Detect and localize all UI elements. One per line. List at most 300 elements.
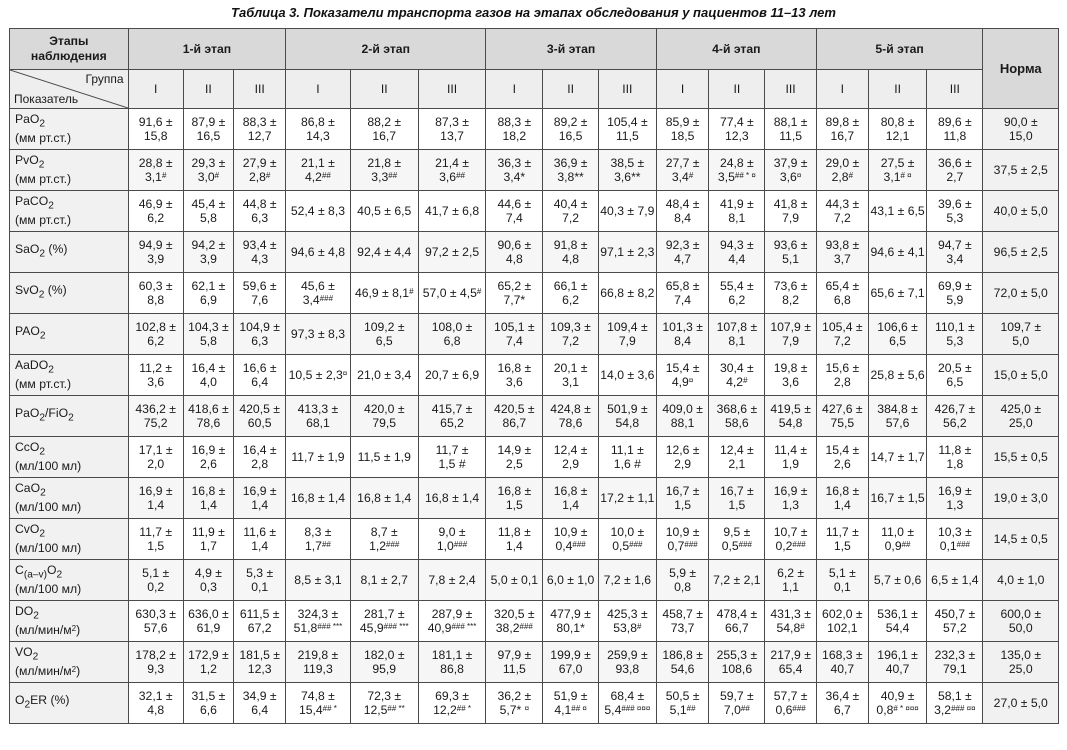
value-text: 31,5 ± [191, 689, 226, 703]
group-header-cell: I [286, 70, 350, 109]
value-cell [598, 560, 656, 601]
value-text: 418,6 ± [188, 402, 229, 416]
value-cell [286, 314, 350, 355]
indicator-cell [10, 601, 129, 642]
value-text: 3,1# ¤ [883, 170, 912, 184]
value-text: 1,7## [305, 539, 331, 553]
value-text: 105,4 ± [607, 115, 648, 129]
value-text: 16,4 ± [191, 361, 226, 375]
value-cell [183, 519, 233, 560]
norm-text: 15,0 ± 5,0 [993, 368, 1048, 382]
value-cell [868, 314, 926, 355]
value-text: 10,9 ± [553, 525, 588, 539]
value-text: 16,9 ± [937, 484, 972, 498]
value-text: 2,1 [728, 457, 746, 471]
value-cell [543, 683, 598, 724]
value-cell [765, 437, 816, 478]
value-text: 1,1 [782, 580, 800, 594]
stage-header: 5-й этап [816, 29, 983, 70]
value-cell [816, 191, 868, 232]
value-cell [765, 191, 816, 232]
value-cell [350, 519, 418, 560]
value-text: 88,3 ± [242, 115, 277, 129]
value-cell [543, 109, 598, 150]
value-text: 0,7### [667, 539, 698, 553]
value-text: 0,3 [199, 580, 217, 594]
value-text: 16,7 ± 1,5 [870, 491, 925, 505]
table-row [10, 150, 1059, 191]
value-cell [656, 273, 708, 314]
value-text: 536,1 ± [877, 607, 918, 621]
value-text: 57,0 ± 4,5# [422, 286, 482, 300]
stages-label-line2: наблюдения [30, 49, 107, 63]
value-text: 45,4 ± [191, 197, 226, 211]
value-cell [234, 601, 286, 642]
value-text: 7,4 [674, 293, 692, 307]
value-text: 62,1 ± [191, 279, 226, 293]
value-text: 17,2 ± 1,1 [600, 491, 655, 505]
value-text: 12,1 [885, 129, 910, 143]
value-text: 66,7 [724, 621, 749, 635]
group-header-cell: II [868, 70, 926, 109]
value-text: 87,9 ± [191, 115, 226, 129]
indicator-text: $C_{(a-v)}O_2$ [15, 562, 63, 581]
value-cell [765, 355, 816, 396]
value-text: 5,4### ¤¤¤ [604, 703, 651, 717]
value-text: 12,4 ± [553, 443, 588, 457]
value-cell [350, 191, 418, 232]
value-text: 90,6 ± [497, 238, 532, 252]
value-text: 21,0 ± 3,4 [357, 368, 412, 382]
value-cell [709, 355, 765, 396]
value-text: 501,9 ± [607, 402, 648, 416]
table-row [10, 191, 1059, 232]
value-text: 21,4 ± [435, 156, 469, 170]
value-cell [183, 150, 233, 191]
value-text: 94,9 ± [138, 238, 173, 252]
value-text: 0,4### [555, 539, 586, 553]
value-text: 168,3 ± [822, 648, 863, 662]
value-text: 9,3 [147, 662, 165, 676]
stage-header: 4-й этап [656, 29, 816, 70]
value-text: 57,6 [143, 621, 168, 635]
value-text: 69,3 ± [435, 689, 469, 703]
value-text: 5,3 [946, 334, 964, 348]
value-cell [286, 560, 350, 601]
value-text: 40,4 ± [553, 197, 588, 211]
value-text: 477,9 ± [550, 607, 591, 621]
value-text: 6,6 [199, 703, 217, 717]
value-text: 44,3 ± [825, 197, 860, 211]
norm-cell [983, 355, 1059, 396]
value-text: 419,5 ± [770, 402, 811, 416]
value-text: 38,5 ± [610, 156, 645, 170]
value-text: 478,4 ± [716, 607, 758, 621]
value-cell [486, 273, 543, 314]
value-text: 2,6 [199, 457, 217, 471]
value-cell [418, 150, 485, 191]
value-text: 65,2 ± [497, 279, 532, 293]
value-cell [486, 314, 543, 355]
value-text: 97,2 ± 2,5 [424, 245, 480, 259]
value-cell [868, 232, 926, 273]
value-text: 6,5 [946, 375, 964, 389]
value-text: 8,1 [728, 211, 746, 225]
value-cell [927, 191, 983, 232]
norm-text: 27,0 ± 5,0 [993, 696, 1048, 710]
value-text: 11,7 ± 1,9 [291, 450, 345, 464]
value-cell [418, 355, 485, 396]
value-cell [816, 109, 868, 150]
value-cell [598, 314, 656, 355]
value-text: 12,7 [247, 129, 272, 143]
value-text: 1,9 [782, 457, 800, 471]
value-text: 7,8 ± 2,4 [428, 573, 476, 587]
value-text: 8,1 [728, 334, 746, 348]
value-text: 86,8 [440, 662, 464, 676]
value-text: 4,3 [251, 252, 269, 266]
value-text: 105,4 ± [822, 320, 863, 334]
value-text: 106,6 ± [877, 320, 918, 334]
value-cell [816, 519, 868, 560]
value-text: 109,4 ± [607, 320, 648, 334]
value-cell [868, 273, 926, 314]
value-cell [868, 109, 926, 150]
value-text: 16,8 ± 1,4 [424, 491, 480, 505]
value-text: 186,8 ± [662, 648, 703, 662]
value-cell [234, 519, 286, 560]
value-cell [486, 642, 543, 683]
gas-transport-table [9, 28, 1059, 724]
value-cell [868, 396, 926, 437]
value-text: 69,9 ± [937, 279, 972, 293]
value-cell [927, 150, 983, 191]
value-cell [816, 150, 868, 191]
value-cell [128, 314, 183, 355]
value-text: 3,4 [946, 252, 964, 266]
value-text: 65,4 [778, 662, 803, 676]
value-cell [286, 601, 350, 642]
value-text: 97,1 ± 2,3 [600, 245, 655, 259]
norm-cell [983, 191, 1059, 232]
value-cell [656, 683, 708, 724]
value-cell [286, 683, 350, 724]
indicator-text: CvO$_2$ [15, 521, 46, 540]
value-cell [927, 683, 983, 724]
value-text: 5,9 [946, 293, 964, 307]
value-text: 1,4 [199, 498, 217, 512]
value-text: 15,4 ± [665, 361, 700, 375]
value-text: 21,8 ± [367, 156, 402, 170]
value-cell [418, 478, 485, 519]
group-indicator-corner-cell [10, 70, 129, 109]
value-text: 16,7 [830, 129, 855, 143]
value-cell [709, 396, 765, 437]
value-text: 51,8### *** [293, 621, 343, 635]
value-cell [418, 396, 485, 437]
value-cell [816, 478, 868, 519]
value-text: 6,3 [251, 211, 269, 225]
value-text: 14,7 ± 1,7 [870, 450, 925, 464]
value-cell [234, 232, 286, 273]
value-cell [286, 191, 350, 232]
indicator-text: $(мл/мин/м^2)$ [15, 623, 81, 638]
value-text: 8,8 [147, 293, 165, 307]
value-cell [183, 273, 233, 314]
value-cell [765, 396, 816, 437]
value-text: 287,9 ± [431, 607, 473, 621]
value-text: 89,8 ± [825, 115, 860, 129]
value-text: 36,6 ± [937, 156, 972, 170]
value-text: 61,9 [196, 621, 221, 635]
value-text: 101,3 ± [662, 320, 703, 334]
group-header-cell: III [927, 70, 983, 109]
value-text: 13,7 [440, 129, 464, 143]
value-text: 20,1 ± [553, 361, 588, 375]
value-cell [350, 150, 418, 191]
value-text: 110,1 ± [935, 320, 975, 334]
value-text: 54,8 [615, 416, 640, 430]
value-text: 630,3 ± [135, 607, 176, 621]
value-text: 37,9 ± [773, 156, 808, 170]
value-cell [656, 601, 708, 642]
value-cell [598, 601, 656, 642]
value-text: 12,6 ± [665, 443, 700, 457]
value-cell [486, 232, 543, 273]
value-cell [183, 601, 233, 642]
value-cell [598, 232, 656, 273]
norm-text: 425,0 ± [1000, 402, 1042, 416]
value-text: 8,5 ± 3,1 [294, 573, 342, 587]
group-header-cell: II [183, 70, 233, 109]
value-cell [816, 232, 868, 273]
value-cell [128, 642, 183, 683]
value-text: 40,9### *** [427, 621, 477, 635]
value-text: 259,9 ± [607, 648, 648, 662]
value-text: 178,2 ± [135, 648, 176, 662]
value-cell [234, 437, 286, 478]
indicator-text: (мм рт.ст.) [15, 172, 72, 187]
value-text: 108,0 ± [431, 320, 473, 334]
norm-text: 19,0 ± 3,0 [993, 491, 1048, 505]
value-text: 27,7 ± [665, 156, 700, 170]
value-text: 11,7 ± [435, 443, 469, 457]
value-text: 51,9 ± [553, 689, 588, 703]
value-text: 232,3 ± [934, 648, 976, 662]
value-text: 413,3 ± [297, 402, 339, 416]
value-cell [868, 191, 926, 232]
value-cell [709, 191, 765, 232]
value-text: 57,6 [885, 416, 910, 430]
value-text: 79,5 [372, 416, 397, 430]
indicator-text: $VO_2$ [15, 644, 39, 663]
value-cell [128, 109, 183, 150]
value-cell [286, 109, 350, 150]
indicator-text: (мм рт.ст.) [15, 377, 72, 392]
value-text: 7,2 [833, 211, 851, 225]
value-cell [709, 478, 765, 519]
value-text: 436,2 ± [135, 402, 176, 416]
value-text: 16,9 ± [138, 484, 173, 498]
value-cell [709, 642, 765, 683]
value-text: 2,8# [831, 170, 854, 184]
value-text: 4,2# [726, 375, 748, 389]
value-cell [234, 478, 286, 519]
value-cell [286, 355, 350, 396]
value-cell [350, 478, 418, 519]
value-cell [128, 232, 183, 273]
value-text: 94,3 ± [719, 238, 754, 252]
value-text: 7,2 [562, 211, 580, 225]
value-text: 2,9 [674, 457, 692, 471]
value-text: 18,5 [670, 129, 695, 143]
value-text: 29,0 ± [825, 156, 860, 170]
value-text: 93,8 ± [825, 238, 860, 252]
value-text: 65,4 ± [825, 279, 860, 293]
value-cell [868, 601, 926, 642]
value-cell [927, 601, 983, 642]
value-text: 5,9 ± [669, 566, 697, 580]
value-cell [286, 519, 350, 560]
value-cell [234, 355, 286, 396]
value-text: 109,3 ± [550, 320, 591, 334]
value-text: 75,5 [830, 416, 855, 430]
indicator-cell [10, 437, 129, 478]
value-cell [868, 355, 926, 396]
value-cell [128, 560, 183, 601]
value-cell [486, 396, 543, 437]
indicator-text: (мл/100 мл) [15, 459, 82, 474]
value-text: 16,4 ± [242, 443, 277, 457]
value-cell [816, 396, 868, 437]
value-cell [656, 314, 708, 355]
value-text: 10,7 ± [773, 525, 808, 539]
value-text: 72,3 ± [367, 689, 402, 703]
value-cell [128, 273, 183, 314]
norm-cell [983, 683, 1059, 724]
value-text: 5,1 ± [828, 566, 856, 580]
value-text: 44,6 ± [497, 197, 532, 211]
norm-text: 14,5 ± 0,5 [993, 532, 1048, 546]
value-cell [128, 191, 183, 232]
value-text: 9,0 ± [438, 525, 466, 539]
value-text: 40,7 [830, 662, 855, 676]
value-text: 73,7 [670, 621, 695, 635]
value-text: 104,9 ± [239, 320, 280, 334]
value-text: 2,6 [833, 457, 851, 471]
value-text: 107,8 ± [716, 320, 758, 334]
table-row [10, 355, 1059, 396]
table-row [10, 273, 1059, 314]
stage-header: 2-й этап [286, 29, 486, 70]
value-text: 7,0## [723, 703, 750, 717]
value-text: 4,1## ¤ [554, 703, 587, 717]
value-text: 40,9 ± [880, 689, 915, 703]
value-text: 56,2 [942, 416, 967, 430]
value-text: 16,6 ± [242, 361, 277, 375]
value-text: 43,1 ± 6,5 [870, 204, 925, 218]
value-text: 16,7 ± [719, 484, 754, 498]
table-caption: Таблица 3. Показатели транспорта газов на этапах обследования у пациентов 11–13 лет [231, 5, 836, 20]
value-text: 91,8 ± [553, 238, 588, 252]
indicator-cell [10, 683, 129, 724]
value-cell [709, 273, 765, 314]
value-text: 0,2### [775, 539, 806, 553]
indicator-text: SvO$_2$ (%) [15, 283, 67, 301]
norm-text: 600,0 ± [1000, 607, 1042, 621]
value-text: 181,5 ± [239, 648, 280, 662]
value-text: 6,4 [251, 375, 269, 389]
value-text: 2,9 [562, 457, 580, 471]
value-cell [418, 601, 485, 642]
indicator-text: PaO$_2$/FiO$_2$ [15, 406, 74, 424]
value-text: 5,8 [199, 334, 217, 348]
value-text: 255,3 ± [716, 648, 758, 662]
value-cell [765, 519, 816, 560]
stages-header-cell [10, 29, 129, 70]
value-cell [350, 642, 418, 683]
value-cell [128, 396, 183, 437]
value-text: 40,3 ± 7,9 [600, 204, 655, 218]
value-cell [128, 478, 183, 519]
value-text: 54,8 [778, 416, 803, 430]
value-text: 16,8 ± [497, 361, 532, 375]
value-cell [656, 642, 708, 683]
indicator-label: Показатель [14, 92, 79, 106]
value-text: 4,0 [199, 375, 217, 389]
value-cell [286, 232, 350, 273]
value-cell [816, 642, 868, 683]
indicator-cell [10, 273, 129, 314]
value-text: 94,2 ± [191, 238, 226, 252]
indicator-text: (мл/100 мл) [15, 500, 82, 515]
value-cell [927, 109, 983, 150]
indicator-cell [10, 478, 129, 519]
value-text: 94,6 ± 4,8 [290, 245, 345, 259]
value-text: 420,5 ± [239, 402, 280, 416]
value-text: 12,2## * [433, 703, 472, 717]
value-text: 1,4 [251, 539, 269, 553]
norm-cell [983, 109, 1059, 150]
value-cell [765, 109, 816, 150]
value-text: 6,3 [251, 334, 269, 348]
value-text: 18,2 [502, 129, 527, 143]
norm-text: 90,0 ± [1003, 115, 1038, 129]
value-text: 59,6 ± [242, 279, 277, 293]
value-text: 2,0 [147, 457, 165, 471]
value-text: 32,1 ± [138, 689, 173, 703]
value-text: 6,9 [199, 293, 217, 307]
value-text: 196,1 ± [877, 648, 918, 662]
value-text: 11,0 ± [881, 525, 915, 539]
value-cell [418, 273, 485, 314]
indicator-text: PaCO$_2$ [15, 193, 54, 212]
value-text: 58,6 [724, 416, 749, 430]
value-cell [543, 519, 598, 560]
value-cell [765, 232, 816, 273]
value-text: 16,9 ± [242, 484, 277, 498]
value-cell [234, 150, 286, 191]
value-cell [234, 642, 286, 683]
value-text: 3,3## [371, 170, 398, 184]
value-cell [868, 478, 926, 519]
value-cell [709, 560, 765, 601]
value-cell [765, 314, 816, 355]
stage-header: 3-й этап [486, 29, 657, 70]
value-cell [486, 109, 543, 150]
value-text: 10,9 ± [665, 525, 700, 539]
value-text: 2,7 [946, 170, 964, 184]
